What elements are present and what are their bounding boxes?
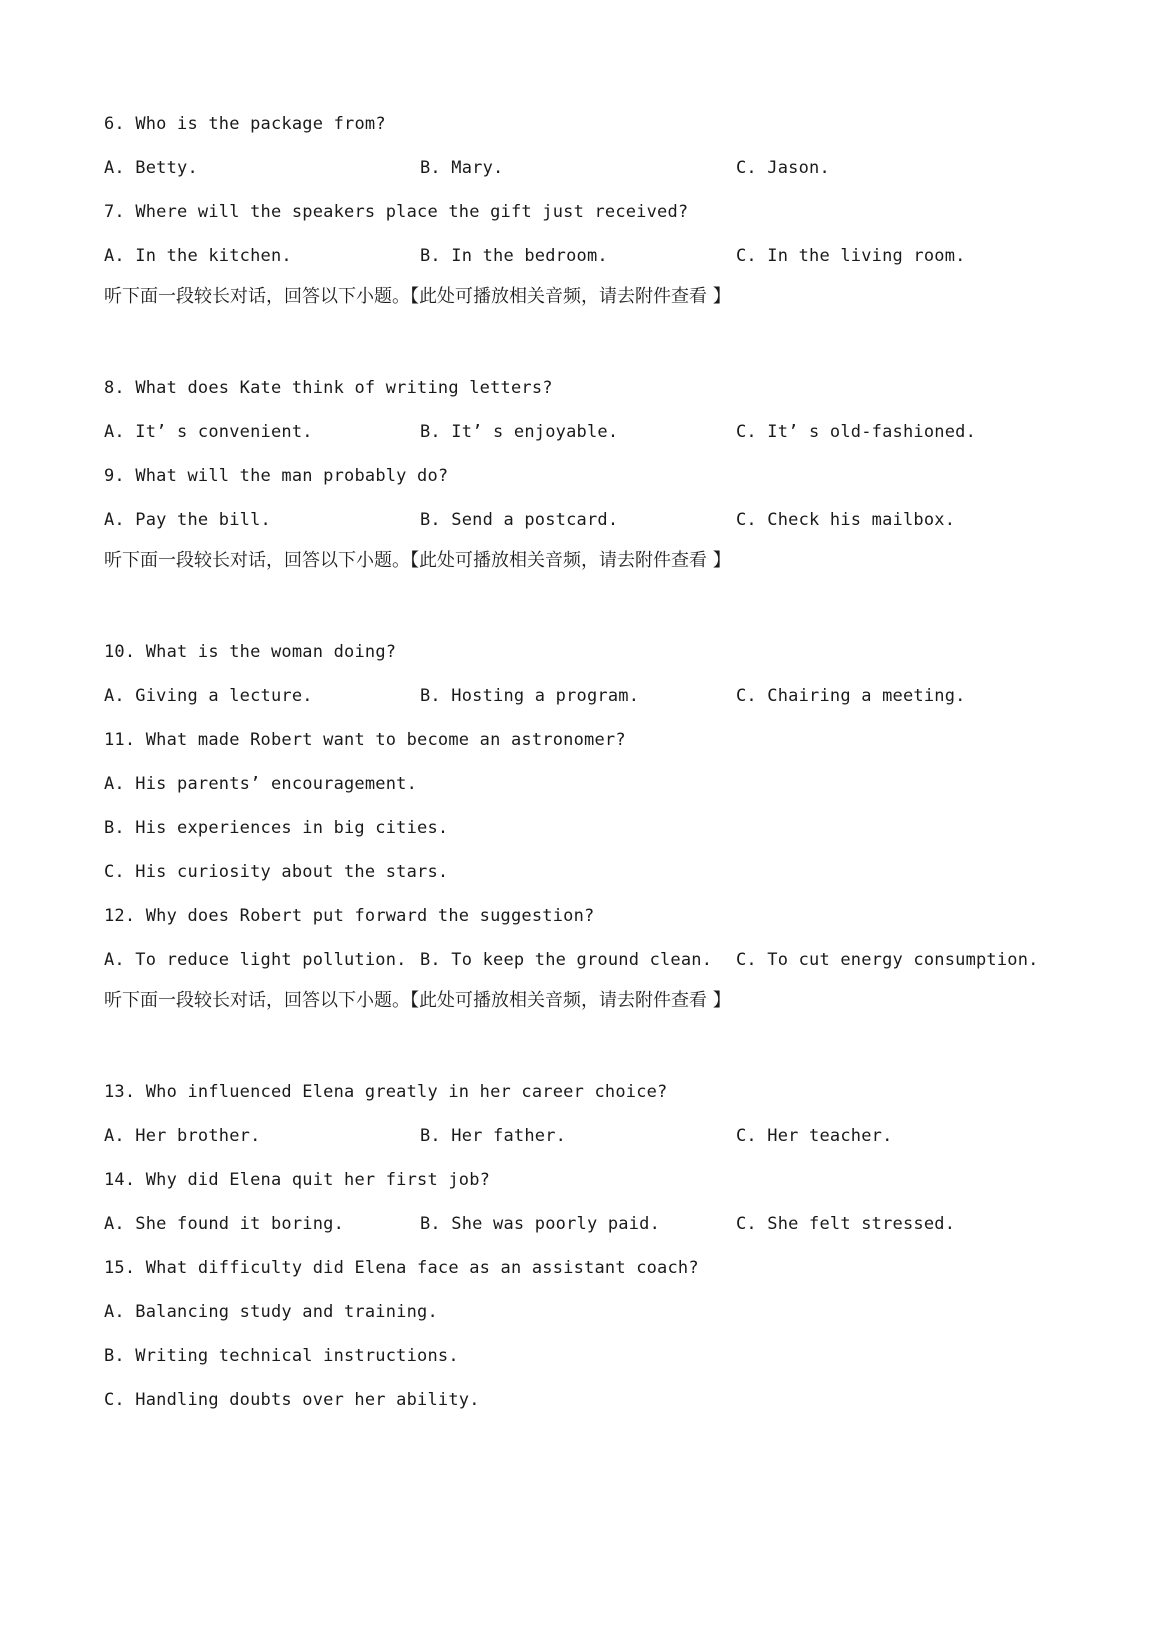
- option-c: C. Her teacher.: [736, 1126, 893, 1146]
- question-8: [104, 377, 553, 399]
- option-c: C. She felt stressed.: [736, 1214, 956, 1234]
- option-a: A. Balancing study and training.: [104, 1302, 438, 1322]
- question-text: Who is the package from?: [135, 114, 386, 134]
- question-9: [104, 465, 448, 487]
- option-a: A. To reduce light pollution.: [104, 950, 407, 970]
- question-text: Where will the speakers place the gift just received?: [135, 202, 689, 222]
- option-b: B. Send a postcard.: [420, 510, 619, 530]
- question-13: [104, 1081, 668, 1103]
- question-11: [104, 729, 626, 751]
- question-text: What will the man probably do?: [135, 466, 449, 486]
- question-number: 14.: [104, 1170, 136, 1190]
- option-a: A. Giving a lecture.: [104, 686, 313, 706]
- question-number: 13.: [104, 1082, 136, 1102]
- listening-instruction-2: 听下面一段较长对话，回答以下小题。【此处可播放相关音频，请去附件查看 】: [104, 550, 731, 571]
- question-text: What is the woman doing?: [145, 642, 397, 662]
- option-b: B. In the bedroom.: [420, 246, 608, 266]
- option-b: B. Hosting a program.: [420, 686, 640, 706]
- question-number: 9.: [104, 466, 125, 486]
- question-7: [104, 201, 688, 223]
- option-b: B. To keep the ground clean.: [420, 950, 713, 970]
- question-14: [104, 1169, 490, 1191]
- option-c: C. Handling doubts over her ability.: [104, 1390, 480, 1410]
- option-c: C. It’ s old-fashioned.: [736, 422, 977, 442]
- option-c: C. Jason.: [736, 158, 830, 178]
- question-text: Why did Elena quit her first job?: [145, 1170, 491, 1190]
- option-a: A. It’ s convenient.: [104, 422, 313, 442]
- option-c: C. Chairing a meeting.: [736, 686, 966, 706]
- question-10: [104, 641, 396, 663]
- listening-instruction-3: 听下面一段较长对话，回答以下小题。【此处可播放相关音频，请去附件查看 】: [104, 990, 731, 1011]
- question-number: 11.: [104, 730, 136, 750]
- question-number: 12.: [104, 906, 136, 926]
- option-a: A. His parents’ encouragement.: [104, 774, 418, 794]
- option-c: C. Check his mailbox.: [736, 510, 956, 530]
- option-a: A. Her brother.: [104, 1126, 261, 1146]
- question-text: What does Kate think of writing letters?: [135, 378, 553, 398]
- question-15: [104, 1257, 699, 1279]
- option-a: A. In the kitchen.: [104, 246, 292, 266]
- question-text: What made Robert want to become an astronomer?: [145, 730, 626, 750]
- question-number: 8.: [104, 378, 125, 398]
- option-b: B. Her father.: [420, 1126, 567, 1146]
- question-number: 6.: [104, 114, 125, 134]
- option-a: A. Betty.: [104, 158, 198, 178]
- question-text: Who influenced Elena greatly in her career choice?: [145, 1082, 668, 1102]
- listening-instruction-1: 听下面一段较长对话，回答以下小题。【此处可播放相关音频，请去附件查看 】: [104, 286, 731, 307]
- option-b: B. Writing technical instructions.: [104, 1346, 459, 1366]
- question-text: Why does Robert put forward the suggestion?: [145, 906, 595, 926]
- option-b: B. She was poorly paid.: [420, 1214, 661, 1234]
- question-text: What difficulty did Elena face as an assistant coach?: [145, 1258, 699, 1278]
- option-c: C. His curiosity about the stars.: [104, 862, 449, 882]
- option-b: B. It’ s enjoyable.: [420, 422, 619, 442]
- option-a: A. She found it boring.: [104, 1214, 345, 1234]
- question-12: [104, 905, 594, 927]
- question-number: 7.: [104, 202, 125, 222]
- option-b: B. His experiences in big cities.: [104, 818, 449, 838]
- question-number: 10.: [104, 642, 136, 662]
- option-b: B. Mary.: [420, 158, 504, 178]
- question-6: [104, 113, 386, 135]
- question-number: 15.: [104, 1258, 136, 1278]
- option-c: C. In the living room.: [736, 246, 966, 266]
- option-a: A. Pay the bill.: [104, 510, 271, 530]
- option-c: C. To cut energy consumption.: [736, 950, 1039, 970]
